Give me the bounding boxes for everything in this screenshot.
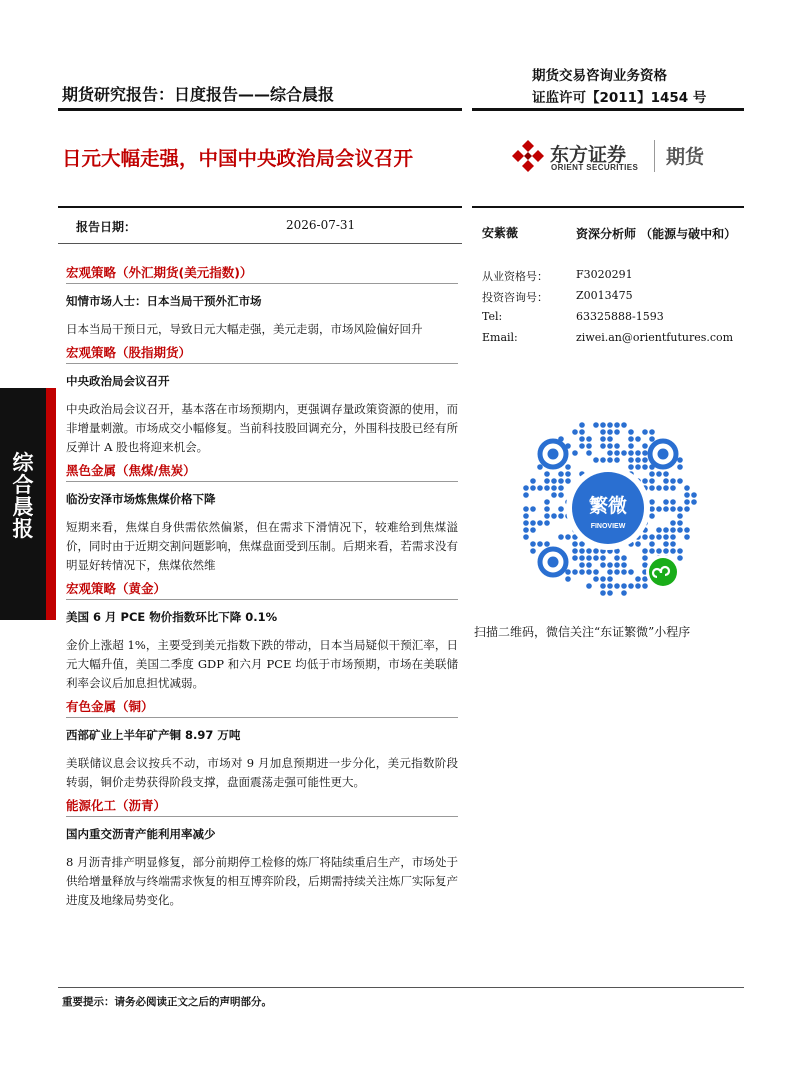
qr-dot bbox=[628, 569, 634, 575]
qr-dot bbox=[691, 499, 697, 505]
qr-dot bbox=[558, 471, 564, 477]
analyst-title: 资深分析师 （能源与破中和） bbox=[576, 227, 737, 241]
qr-dot bbox=[684, 485, 690, 491]
qr-dot bbox=[565, 534, 571, 540]
qr-dot bbox=[663, 534, 669, 540]
qr-dot bbox=[600, 429, 606, 435]
logo-division: 期货 bbox=[666, 146, 705, 168]
qr-dot bbox=[530, 485, 536, 491]
qr-dot bbox=[530, 506, 536, 512]
qr-dot bbox=[537, 464, 543, 470]
side-tab-char: 合 bbox=[12, 473, 34, 497]
qr-dot bbox=[551, 492, 557, 498]
section-rule-right bbox=[472, 206, 744, 208]
qr-dot bbox=[544, 541, 550, 547]
qr-dot bbox=[670, 478, 676, 484]
qr-dot bbox=[635, 457, 641, 463]
qr-dot bbox=[593, 548, 599, 554]
qr-dot bbox=[586, 436, 592, 442]
side-tab-accent bbox=[46, 388, 56, 620]
qr-dot bbox=[621, 450, 627, 456]
analyst-row-label: Tel: bbox=[482, 310, 503, 323]
qr-dot bbox=[614, 562, 620, 568]
qr-dot bbox=[579, 436, 585, 442]
qr-dot bbox=[691, 492, 697, 498]
analyst-row-value: 63325888-1593 bbox=[576, 310, 664, 323]
qr-dot bbox=[579, 429, 585, 435]
section-title: 有色金属（铜） bbox=[66, 699, 458, 718]
qr-dot bbox=[642, 548, 648, 554]
qr-dot bbox=[593, 576, 599, 582]
qr-dot bbox=[649, 541, 655, 547]
qr-dot bbox=[600, 555, 606, 561]
footer-note: 重要提示：请务必阅读正文之后的声明部分。 bbox=[62, 996, 272, 1008]
analyst-row-value: Z0013475 bbox=[576, 289, 633, 302]
qr-dot bbox=[558, 485, 564, 491]
qr-dot bbox=[649, 548, 655, 554]
qr-dot bbox=[649, 436, 655, 442]
footer-rule bbox=[58, 987, 744, 988]
qr-dot bbox=[684, 506, 690, 512]
qr-dot bbox=[593, 422, 599, 428]
qr-dot bbox=[642, 457, 648, 463]
qr-dot bbox=[600, 436, 606, 442]
qr-dot bbox=[530, 520, 536, 526]
qr-dot bbox=[551, 478, 557, 484]
qr-dot bbox=[614, 457, 620, 463]
qr-dot bbox=[565, 464, 571, 470]
qr-dot bbox=[614, 555, 620, 561]
qr-dot bbox=[586, 450, 592, 456]
qr-dot bbox=[642, 478, 648, 484]
qr-dot bbox=[607, 457, 613, 463]
qr-dot bbox=[621, 569, 627, 575]
qr-dot bbox=[642, 429, 648, 435]
qr-dot bbox=[537, 541, 543, 547]
qr-dot bbox=[642, 555, 648, 561]
section-body: 8 月沥青排产明显修复，部分前期停工检修的炼厂将陆续重启生产，市场处于供给增量释放与终端需求恢复的相互博弈阶段，后期需持续关注炼厂实际复产进度及地缘局势变化。 bbox=[66, 855, 458, 907]
main-content bbox=[66, 265, 458, 910]
qr-dot bbox=[607, 583, 613, 589]
qr-finder-center bbox=[658, 449, 669, 460]
report-title: 日元大幅走强，中国中央政治局会议召开 bbox=[62, 147, 414, 170]
qr-dot bbox=[614, 569, 620, 575]
header-rule-right bbox=[472, 108, 744, 111]
qr-dot bbox=[663, 527, 669, 533]
qr-dot bbox=[572, 548, 578, 554]
qr-dot bbox=[663, 541, 669, 547]
qr-dot bbox=[614, 443, 620, 449]
qr-dot bbox=[642, 464, 648, 470]
qr-dot bbox=[628, 429, 634, 435]
qr-dot bbox=[628, 450, 634, 456]
section-title: 能源化工（沥青） bbox=[66, 798, 458, 817]
qr-dot bbox=[649, 499, 655, 505]
qr-dot bbox=[642, 534, 648, 540]
qr-dot bbox=[677, 506, 683, 512]
orient-logo-icon bbox=[510, 138, 546, 174]
qr-dot bbox=[600, 583, 606, 589]
qr-dot bbox=[649, 485, 655, 491]
qr-dot bbox=[635, 464, 641, 470]
qr-dot bbox=[642, 443, 648, 449]
mini-program-qr-code[interactable] bbox=[513, 412, 703, 604]
qr-dot bbox=[544, 471, 550, 477]
qr-center-en: FINOVIEW bbox=[590, 523, 626, 530]
qr-dot bbox=[621, 555, 627, 561]
qr-dot bbox=[656, 527, 662, 533]
qr-dot bbox=[677, 457, 683, 463]
analyst-row-label: 从业资格号： bbox=[482, 270, 548, 283]
qr-dot bbox=[530, 541, 536, 547]
qr-dot bbox=[621, 583, 627, 589]
qr-dot bbox=[579, 443, 585, 449]
qr-dot bbox=[684, 492, 690, 498]
qr-dot bbox=[684, 527, 690, 533]
qr-dot bbox=[670, 527, 676, 533]
qr-dot bbox=[600, 590, 606, 596]
qr-dot bbox=[607, 443, 613, 449]
qr-dot bbox=[607, 569, 613, 575]
logo-name-en: ORIENT SECURITIES bbox=[551, 163, 639, 172]
logo-name-cn: 东方证券 bbox=[550, 144, 627, 166]
side-tab-char: 报 bbox=[12, 517, 34, 541]
qr-dot bbox=[670, 485, 676, 491]
report-date-value: 2026-07-31 bbox=[286, 218, 356, 232]
company-logo bbox=[510, 138, 730, 176]
qr-dot bbox=[677, 548, 683, 554]
qr-dot bbox=[579, 422, 585, 428]
qr-dot bbox=[628, 443, 634, 449]
qr-dot bbox=[684, 534, 690, 540]
qr-dot bbox=[523, 485, 529, 491]
section-title: 宏观策略（外汇期货(美元指数)） bbox=[66, 265, 458, 284]
qr-dot bbox=[544, 485, 550, 491]
qr-dot bbox=[544, 499, 550, 505]
qr-dot bbox=[684, 499, 690, 505]
qr-dot bbox=[600, 422, 606, 428]
qr-dot bbox=[670, 520, 676, 526]
qr-dot bbox=[600, 562, 606, 568]
qr-dot bbox=[600, 457, 606, 463]
qr-center-cn: 繁微 bbox=[588, 495, 628, 517]
section-headline: 美国 6 月 PCE 物价指数环比下降 0.1% bbox=[66, 610, 278, 624]
qr-dot bbox=[607, 422, 613, 428]
qr-dot bbox=[635, 541, 641, 547]
qr-dot bbox=[579, 569, 585, 575]
qr-dot bbox=[586, 569, 592, 575]
qr-dot bbox=[593, 569, 599, 575]
qr-dot bbox=[537, 520, 543, 526]
qr-dot bbox=[670, 541, 676, 547]
qr-dot bbox=[614, 429, 620, 435]
qr-dot bbox=[677, 478, 683, 484]
qr-dot bbox=[607, 590, 613, 596]
qualification-line2: 证监许可【2011】1454 号 bbox=[532, 90, 707, 106]
section-body: 短期来看，焦煤自身供需依然偏紧，但在需求下滑情况下，较难给到焦煤溢价，同时由于近期交割问题影响，焦煤盘面受到压制。后期来看，若需求没有明显好转情况下，焦煤依然维 bbox=[66, 520, 458, 572]
qr-dot bbox=[586, 562, 592, 568]
qr-dot bbox=[635, 436, 641, 442]
qr-caption: 扫描二维码，微信关注“东证繁微”小程序 bbox=[474, 625, 691, 639]
qr-dot bbox=[586, 443, 592, 449]
qr-dot bbox=[677, 527, 683, 533]
qr-dot bbox=[572, 450, 578, 456]
section-headline: 西部矿业上半年矿产铜 8.97 万吨 bbox=[66, 728, 241, 742]
analyst-email[interactable]: ziwei.an@orientfutures.com bbox=[576, 331, 734, 344]
section-headline: 临汾安泽市场炼焦煤价格下降 bbox=[66, 492, 216, 506]
qr-dot bbox=[565, 478, 571, 484]
qr-dot bbox=[649, 478, 655, 484]
section-body: 日本当局干预日元，导致日元大幅走强，美元走弱，市场风险偏好回升 bbox=[66, 322, 423, 336]
qr-dot bbox=[663, 499, 669, 505]
qr-dot bbox=[635, 450, 641, 456]
qr-dot bbox=[628, 583, 634, 589]
qr-dot bbox=[523, 520, 529, 526]
qr-dot bbox=[586, 555, 592, 561]
qr-dot bbox=[579, 548, 585, 554]
qr-dot bbox=[614, 422, 620, 428]
qr-dot bbox=[621, 422, 627, 428]
qualification-line1: 期货交易咨询业务资格 bbox=[532, 68, 667, 84]
side-tab-label bbox=[0, 452, 46, 540]
qr-dot bbox=[593, 555, 599, 561]
section-title: 宏观策略（股指期货） bbox=[66, 345, 458, 364]
qr-dot bbox=[558, 492, 564, 498]
qr-dot bbox=[572, 555, 578, 561]
section-headline: 中央政治局会议召开 bbox=[66, 374, 170, 388]
qr-dot bbox=[663, 548, 669, 554]
qr-dot bbox=[523, 513, 529, 519]
analyst-row-value: F3020291 bbox=[576, 268, 633, 281]
section-body: 中央政治局会议召开，基本落在市场预期内，更强调存量政策资源的使用，而非增量刺激。市场成交小幅修复。当前科技股回调充分，外围科技股已经有所反弹计 A 股也将迎来机会。 bbox=[66, 402, 458, 454]
section-headline: 国内重交沥青产能利用率减少 bbox=[66, 827, 216, 841]
section-rule-left bbox=[58, 206, 462, 208]
qr-dot bbox=[649, 506, 655, 512]
qr-dot bbox=[614, 583, 620, 589]
qr-dot bbox=[593, 457, 599, 463]
qr-dot bbox=[607, 429, 613, 435]
qr-dot bbox=[551, 513, 557, 519]
qr-dot bbox=[677, 464, 683, 470]
qr-dot bbox=[607, 562, 613, 568]
qr-dot bbox=[656, 506, 662, 512]
qr-dot bbox=[663, 506, 669, 512]
qr-dot bbox=[607, 576, 613, 582]
qr-dot bbox=[523, 492, 529, 498]
section-body: 金价上涨超 1%，主要受到美元指数下跌的带动，日本当局疑似干预汇率，日元大幅升值，美国二季度 GDP 和六月 PCE 均低于市场预期，市场在美联储利率会议后加息担忧减弱。 bbox=[66, 638, 458, 690]
qr-dot bbox=[572, 541, 578, 547]
qr-dot bbox=[530, 548, 536, 554]
qr-dot bbox=[572, 569, 578, 575]
date-rule bbox=[58, 243, 462, 244]
qr-dot bbox=[642, 450, 648, 456]
side-tab-char: 晨 bbox=[12, 495, 34, 519]
section-headline: 知情市场人士：日本当局干预外汇市场 bbox=[66, 294, 262, 308]
qr-dot bbox=[635, 576, 641, 582]
qr-dot bbox=[544, 478, 550, 484]
qr-dot bbox=[607, 436, 613, 442]
qr-dot bbox=[586, 583, 592, 589]
qr-dot bbox=[649, 513, 655, 519]
qr-dot bbox=[579, 562, 585, 568]
qr-dot bbox=[537, 485, 543, 491]
qr-dot bbox=[642, 583, 648, 589]
qr-dot bbox=[656, 471, 662, 477]
qr-dot bbox=[558, 513, 564, 519]
qr-dot bbox=[614, 450, 620, 456]
qr-dot bbox=[670, 499, 676, 505]
qr-dot bbox=[649, 471, 655, 477]
qr-dot bbox=[586, 548, 592, 554]
qr-dot bbox=[628, 436, 634, 442]
qr-dot bbox=[677, 513, 683, 519]
qr-dot bbox=[663, 471, 669, 477]
report-type: 期货研究报告：日度报告——综合晨报 bbox=[62, 85, 335, 104]
qr-dot bbox=[656, 534, 662, 540]
qr-dot bbox=[635, 583, 641, 589]
analyst-row-label: Email: bbox=[482, 331, 518, 344]
qr-dot bbox=[530, 478, 536, 484]
qr-dot bbox=[649, 534, 655, 540]
qr-dot bbox=[677, 520, 683, 526]
qr-dot bbox=[551, 485, 557, 491]
qr-dot bbox=[523, 534, 529, 540]
qr-dot bbox=[579, 555, 585, 561]
qr-dot bbox=[621, 590, 627, 596]
qr-dot bbox=[558, 506, 564, 512]
qr-dot bbox=[656, 485, 662, 491]
qr-finder-center bbox=[548, 449, 559, 460]
qr-dot bbox=[628, 457, 634, 463]
qr-dot bbox=[621, 562, 627, 568]
qr-dot bbox=[565, 576, 571, 582]
qr-dot bbox=[523, 506, 529, 512]
qr-dot bbox=[607, 450, 613, 456]
qr-dot bbox=[600, 576, 606, 582]
header-rule-left bbox=[58, 108, 462, 111]
logo-divider bbox=[654, 140, 655, 172]
analyst-name: 安紫薇 bbox=[482, 226, 519, 240]
qr-dot bbox=[628, 464, 634, 470]
side-tab-char: 综 bbox=[12, 451, 34, 475]
qr-dot bbox=[572, 429, 578, 435]
qr-dot bbox=[530, 527, 536, 533]
qr-dot bbox=[600, 443, 606, 449]
qr-dot bbox=[670, 506, 676, 512]
section-body: 美联储议息会议按兵不动，市场对 9 月加息预期进一步分化，美元指数阶段转弱，铜价走势获得阶段支撑，盘面震荡走强可能性更大。 bbox=[66, 756, 458, 789]
qr-dot bbox=[670, 548, 676, 554]
section-title: 宏观策略（黄金） bbox=[66, 581, 458, 600]
qr-finder-center bbox=[548, 557, 559, 568]
qr-dot bbox=[649, 429, 655, 435]
qr-dot bbox=[677, 555, 683, 561]
report-date-label: 报告日期： bbox=[76, 220, 137, 234]
qr-dot bbox=[558, 534, 564, 540]
qr-dot bbox=[663, 485, 669, 491]
qr-dot bbox=[565, 471, 571, 477]
qr-dot bbox=[544, 520, 550, 526]
qr-dot bbox=[544, 506, 550, 512]
qr-dot bbox=[663, 478, 669, 484]
qr-dot bbox=[544, 513, 550, 519]
section-title: 黑色金属（焦煤/焦炭） bbox=[66, 463, 458, 482]
qr-dot bbox=[656, 548, 662, 554]
analyst-row-label: 投资咨询号： bbox=[482, 291, 548, 304]
qr-dot bbox=[558, 478, 564, 484]
qr-dot bbox=[523, 527, 529, 533]
qr-dot bbox=[670, 534, 676, 540]
